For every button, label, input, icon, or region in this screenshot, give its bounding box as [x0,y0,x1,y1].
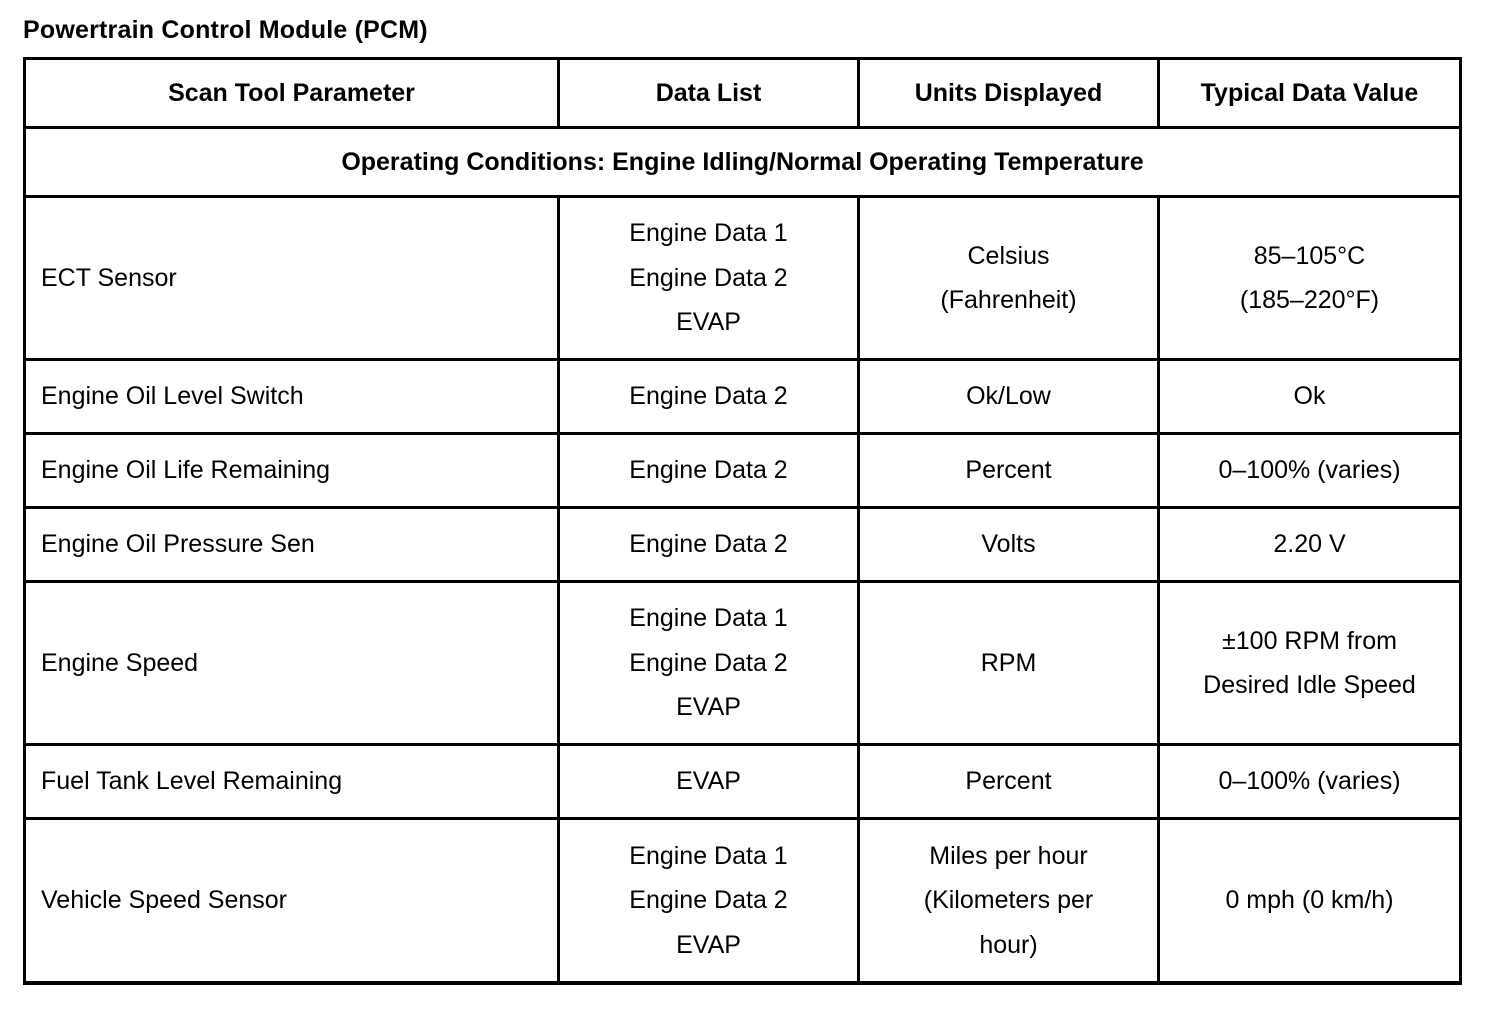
data-list-cell [559,197,859,360]
table-row [25,434,1461,508]
header-scan-tool-parameter: Scan Tool Parameter [25,59,559,128]
units-line: Ok/Low [966,382,1051,411]
data-list-line: EVAP [676,308,741,337]
typical-value-line: 0–100% (varies) [1218,767,1401,796]
typical-value-cell [1159,508,1461,582]
data-list-cell [559,819,859,984]
table-header-row [25,59,1461,128]
table-row [25,819,1461,984]
table-row [25,360,1461,434]
typical-value-line: 0–100% (varies) [1218,456,1401,485]
data-list-line: Engine Data 1 [629,219,788,248]
units-cell [859,360,1159,434]
typical-value-line: Ok [1293,382,1326,411]
data-list-line: Engine Data 2 [629,263,788,292]
data-list-line: Engine Data 2 [629,886,788,915]
units-cell [859,434,1159,508]
units-line: Percent [965,767,1052,796]
table-row [25,508,1461,582]
section-row [25,128,1461,197]
pcm-data-table [23,57,1462,985]
parameter-cell: Engine Oil Level Switch [25,360,559,434]
parameter-cell: Engine Oil Life Remaining [25,434,559,508]
typical-value-cell [1159,819,1461,984]
parameter-cell: Vehicle Speed Sensor [25,819,559,984]
data-list-line: Engine Data 2 [629,648,788,677]
data-list-line: Engine Data 2 [629,456,788,485]
units-line: Celsius [967,241,1050,270]
parameter-cell: Fuel Tank Level Remaining [25,745,559,819]
typical-value-cell [1159,197,1461,360]
units-line: (Fahrenheit) [940,286,1077,314]
data-list-line: EVAP [676,767,741,796]
units-cell [859,582,1159,745]
typical-value-cell [1159,434,1461,508]
units-cell [859,508,1159,582]
data-list-cell [559,582,859,745]
typical-value-line: (185–220°F) [1239,286,1380,314]
units-cell [859,745,1159,819]
units-line: Miles per hour [929,841,1088,870]
units-line: Percent [965,456,1052,485]
typical-value-cell [1159,582,1461,745]
table-row [25,745,1461,819]
typical-value-line: ±100 RPM from [1222,626,1397,655]
units-line: RPM [980,648,1037,677]
data-list-line: Engine Data 1 [629,841,788,870]
typical-value-line: 85–105°C [1253,241,1366,270]
units-line: (Kilometers per [923,886,1094,915]
header-units-displayed: Units Displayed [859,59,1159,128]
data-list-cell [559,745,859,819]
typical-value-line: Desired Idle Speed [1203,671,1416,699]
document-title: Powertrain Control Module (PCM) [23,16,428,44]
operating-conditions-cell: Operating Conditions: Engine Idling/Normal Operating Temperature [25,128,1461,197]
typical-value-cell [1159,360,1461,434]
data-list-cell [559,434,859,508]
header-data-list: Data List [559,59,859,128]
units-cell [859,197,1159,360]
typical-value-line: 0 mph (0 km/h) [1225,886,1394,915]
data-list-line: Engine Data 2 [629,382,788,411]
table-row [25,197,1461,360]
typical-value-line: 2.20 V [1273,530,1346,559]
parameter-cell: Engine Speed [25,582,559,745]
parameter-cell: ECT Sensor [25,197,559,360]
data-list-cell [559,508,859,582]
parameter-cell: Engine Oil Pressure Sen [25,508,559,582]
data-list-line: Engine Data 1 [629,604,788,633]
data-list-line: EVAP [676,930,741,959]
table-row [25,582,1461,745]
units-line: hour) [979,930,1038,959]
data-list-line: Engine Data 2 [629,530,788,559]
data-list-line: EVAP [676,693,741,722]
units-line: Volts [981,530,1036,559]
units-cell [859,819,1159,984]
data-list-cell [559,360,859,434]
header-typical-data-value: Typical Data Value [1159,59,1461,128]
typical-value-cell [1159,745,1461,819]
